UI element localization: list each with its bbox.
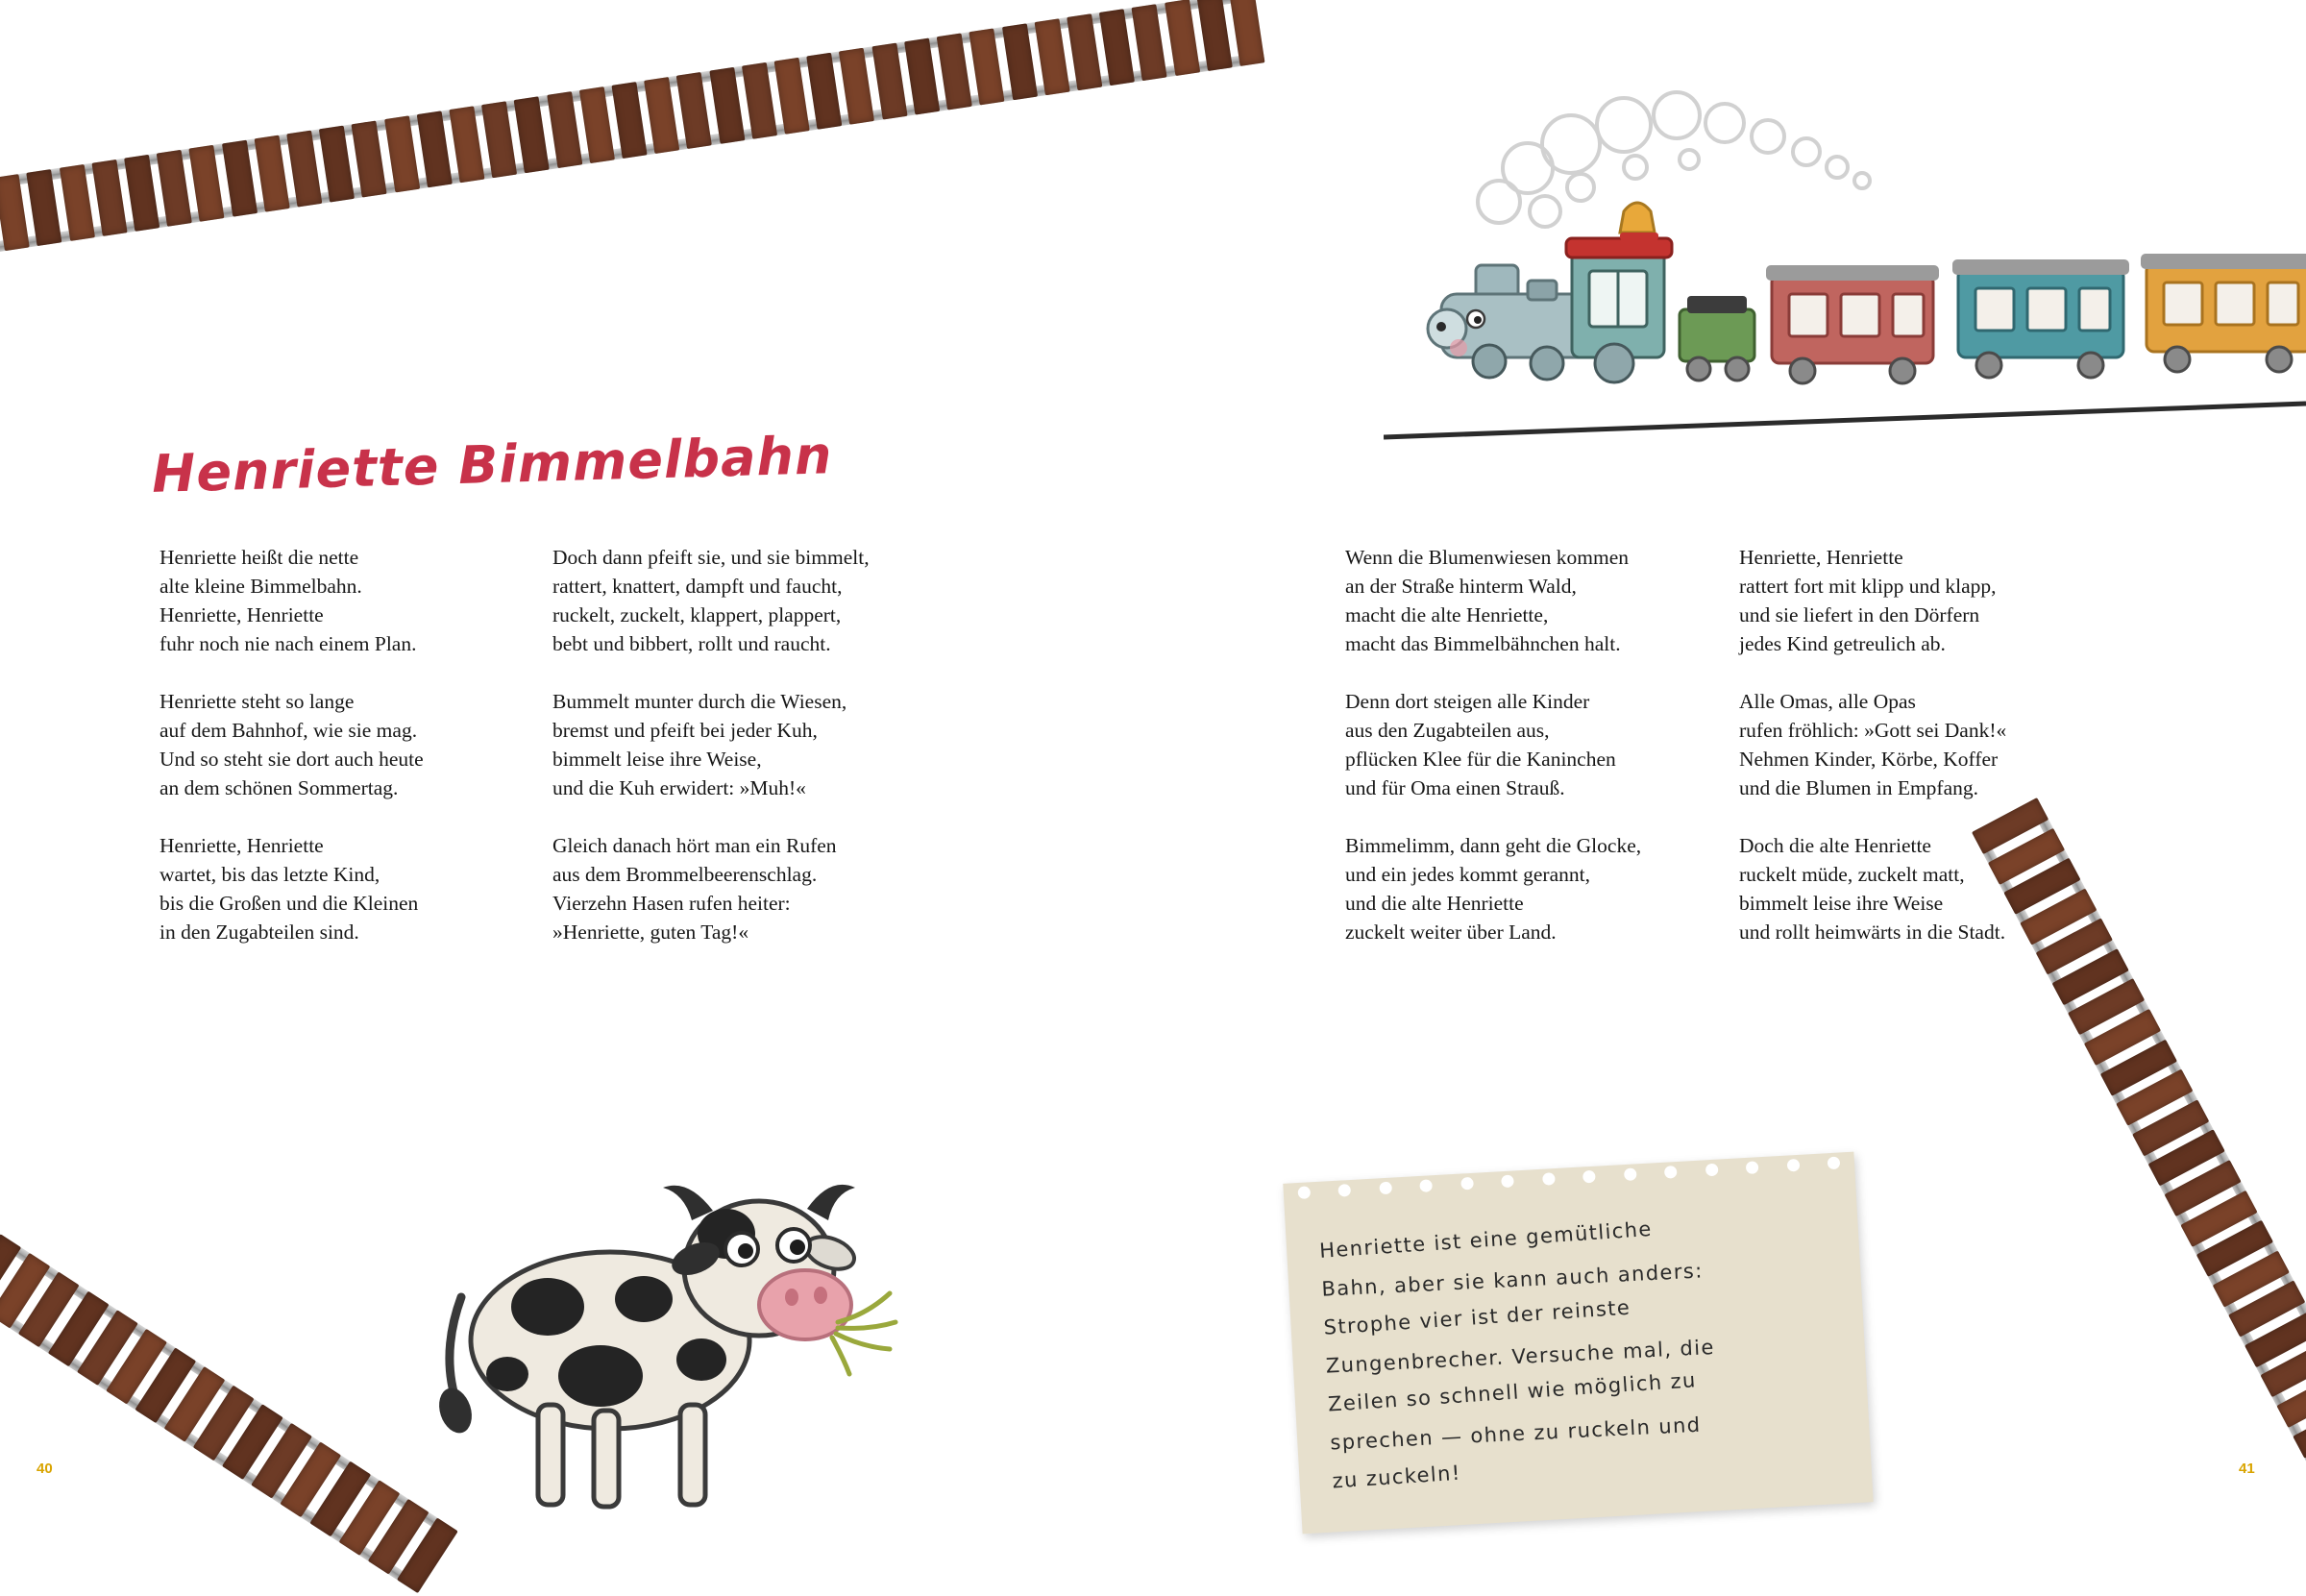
stanza xyxy=(159,543,477,658)
poem-line: Alle Omas, alle Opas xyxy=(1739,690,1916,713)
note-perforation xyxy=(1283,1151,1854,1204)
poem-line: jedes Kind getreulich ab. xyxy=(1739,632,1946,655)
note-line: Bahn, aber sie kann auch anders: xyxy=(1320,1259,1705,1301)
railway-track-top-left xyxy=(0,0,1265,258)
poem-line: Bimmelimm, dann geht die Glocke, xyxy=(1345,834,1642,857)
stanza xyxy=(159,831,477,946)
stanza xyxy=(1345,831,1691,946)
tip-note-paper xyxy=(1283,1152,1873,1535)
poem-column-1 xyxy=(159,543,477,946)
poem-line: und sie liefert in den Dörfern xyxy=(1739,603,1980,626)
poem-line: alte kleine Bimmelbahn. xyxy=(159,575,362,598)
poem-line: und ein jedes kommt gerannt, xyxy=(1345,863,1590,886)
page-number-left: 40 xyxy=(37,1461,53,1477)
page-title: Henriette Bimmelbahn xyxy=(151,425,834,504)
railway-track-bottom-left xyxy=(0,1196,458,1596)
poem-line: auf dem Bahnhof, wie sie mag. xyxy=(159,719,418,742)
poem-line: Bummelt munter durch die Wiesen, xyxy=(552,690,847,713)
sleepers xyxy=(0,1196,458,1593)
poem-line: zuckelt weiter über Land. xyxy=(1345,921,1557,944)
page-number-right: 41 xyxy=(2239,1461,2255,1477)
poem-line: Henriette heißt die nette xyxy=(159,546,359,569)
stanza xyxy=(1345,543,1691,658)
poem-line: Henriette steht so lange xyxy=(159,690,355,713)
steam-train-illustration xyxy=(1384,67,2306,480)
poem-line: aus dem Brommelbeerenschlag. xyxy=(552,863,818,886)
poem-line: bimmelt leise ihre Weise, xyxy=(552,748,762,771)
poem-line: Wenn die Blumenwiesen kommen xyxy=(1345,546,1630,569)
poem-line: pflücken Klee für die Kaninchen xyxy=(1345,748,1616,771)
poem-line: Henriette, Henriette xyxy=(159,834,324,857)
stanza xyxy=(159,687,477,802)
stanza xyxy=(1345,687,1691,802)
stanza xyxy=(1739,687,2104,802)
stanza xyxy=(1739,543,2104,658)
poem-line: und rollt heimwärts in die Stadt. xyxy=(1739,921,2006,944)
poem-line: rufen fröhlich: »Gott sei Dank!« xyxy=(1739,719,2007,742)
poem-line: und die Kuh erwidert: »Muh!« xyxy=(552,776,806,799)
poem-line: bremst und pfeift bei jeder Kuh, xyxy=(552,719,818,742)
poem-column-4 xyxy=(1739,543,2104,946)
stanza xyxy=(552,831,918,946)
poem-line: Henriette, Henriette xyxy=(159,603,324,626)
poem-line: Nehmen Kinder, Körbe, Koffer xyxy=(1739,748,1999,771)
poem-line: wartet, bis das letzte Kind, xyxy=(159,863,380,886)
poem-line: Doch die alte Henriette xyxy=(1739,834,1931,857)
poem-line: ruckelt, zuckelt, klappert, plappert, xyxy=(552,603,842,626)
poem-line: an der Straße hinterm Wald, xyxy=(1345,575,1577,598)
stanza xyxy=(552,543,918,658)
note-line: Strophe vier ist der reinste xyxy=(1322,1295,1631,1339)
poem-line: Gleich danach hört man ein Rufen xyxy=(552,834,837,857)
note-line: sprechen — ohne zu ruckeln und xyxy=(1329,1412,1703,1455)
poem-line: und die alte Henriette xyxy=(1345,892,1524,915)
cow-illustration xyxy=(404,1153,922,1510)
poem-line: fuhr noch nie nach einem Plan. xyxy=(159,632,417,655)
poem-line: ruckelt müde, zuckelt matt, xyxy=(1739,863,1965,886)
stanza xyxy=(552,687,918,802)
poem-line: bebt und bibbert, rollt und raucht. xyxy=(552,632,831,655)
note-line: zu zuckeln! xyxy=(1331,1461,1462,1493)
poem-line: Vierzehn Hasen rufen heiter: xyxy=(552,892,791,915)
poem-line: aus den Zugabteilen aus, xyxy=(1345,719,1550,742)
poem-line: Doch dann pfeift sie, und sie bimmelt, xyxy=(552,546,870,569)
poem-line: in den Zugabteilen sind. xyxy=(159,921,359,944)
note-line: Zungenbrecher. Versuche mal, die xyxy=(1325,1335,1716,1378)
poem-line: an dem schönen Sommertag. xyxy=(159,776,399,799)
note-line: Henriette ist eine gemütliche xyxy=(1318,1216,1654,1263)
note-text xyxy=(1318,1203,1847,1500)
poem-line: macht die alte Henriette, xyxy=(1345,603,1549,626)
poem-line: macht das Bimmelbähnchen halt. xyxy=(1345,632,1621,655)
poem-line: Und so steht sie dort auch heute xyxy=(159,748,424,771)
poem-column-2 xyxy=(552,543,918,946)
poem-line: bis die Großen und die Kleinen xyxy=(159,892,419,915)
poem-line: und für Oma einen Strauß. xyxy=(1345,776,1565,799)
poem-line: rattert, knattert, dampft und faucht, xyxy=(552,575,843,598)
poem-line: rattert fort mit klipp und klapp, xyxy=(1739,575,1997,598)
poem-line: Denn dort steigen alle Kinder xyxy=(1345,690,1590,713)
poem-line: »Henriette, guten Tag!« xyxy=(552,921,749,944)
poem-line: und die Blumen in Empfang. xyxy=(1739,776,1979,799)
stanza xyxy=(1739,831,2104,946)
sleepers xyxy=(0,0,1264,256)
poem-column-3 xyxy=(1345,543,1691,946)
poem-line: bimmelt leise ihre Weise xyxy=(1739,892,1944,915)
note-line: Zeilen so schnell wie möglich zu xyxy=(1327,1368,1698,1416)
poem-line: Henriette, Henriette xyxy=(1739,546,1903,569)
